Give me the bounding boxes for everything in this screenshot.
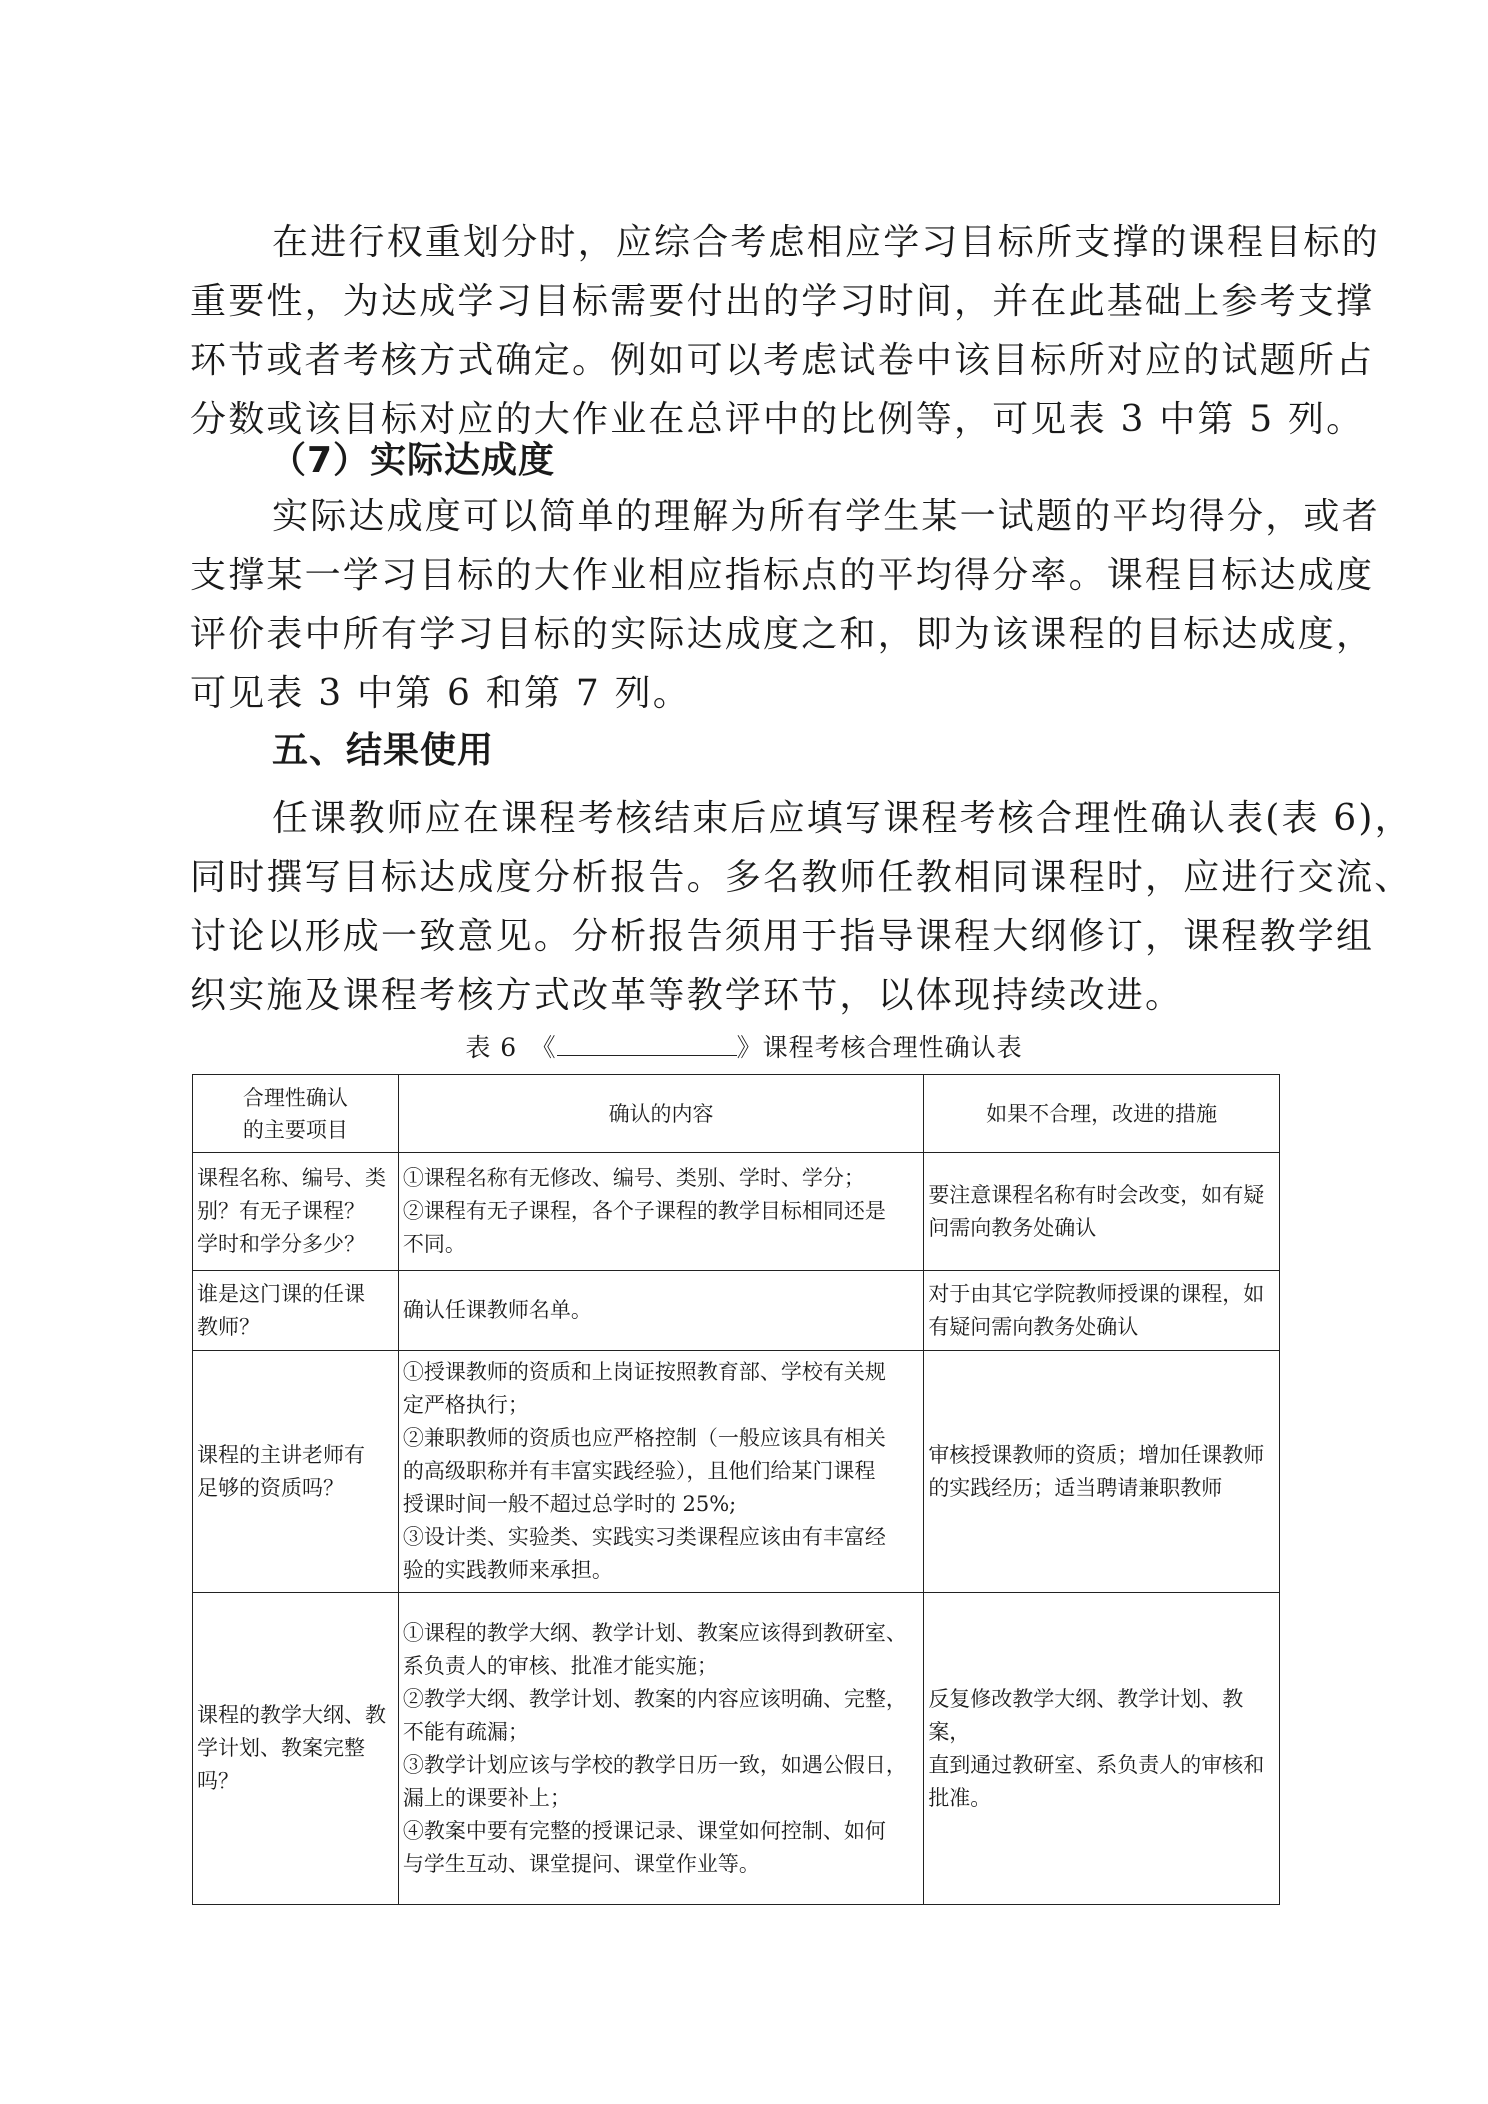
cell-line: 别？有无子课程？ — [197, 1199, 365, 1223]
table-row — [193, 1351, 1280, 1593]
cell-line: 吗？ — [197, 1769, 239, 1793]
header-line: 合理性确认 — [242, 1085, 348, 1110]
cell-line: 学时和学分多少？ — [197, 1232, 365, 1256]
cell-line: ④教案中要有完整的授课记录、课堂如何控制、如何 — [402, 1818, 886, 1843]
cell-line: ①课程名称有无修改、编号、类别、学时、学分； — [402, 1166, 865, 1190]
cell-line: 不能有疏漏； — [402, 1719, 529, 1744]
rationality-confirmation-table — [192, 1074, 1280, 1905]
cell-line: 课程的教学大纲、教 — [197, 1703, 386, 1727]
cell-line: 学计划、教案完整 — [197, 1736, 365, 1760]
text-line: 讨论以形成一致意见。分析报告须用于指导课程大纲修订，课程教学组 — [190, 916, 1375, 957]
text-line: 环节或者考核方式确定。例如可以考虑试卷中该目标所对应的试题所占 — [190, 340, 1375, 381]
text-line: 支撑某一学习目标的大作业相应指标点的平均得分率。课程目标达成度 — [190, 555, 1375, 596]
cell-line: 定严格执行； — [402, 1393, 529, 1417]
cell-line: 课程名称、编号、类 — [197, 1166, 386, 1190]
section-heading-actual-achievement: （7）实际达成度 — [270, 440, 556, 481]
table-row — [193, 1593, 1280, 1905]
cell-item — [193, 1593, 399, 1905]
cell-content — [398, 1593, 923, 1905]
cell-measure — [924, 1271, 1280, 1351]
header-line: 的主要项目 — [242, 1117, 348, 1142]
text-line: 同时撰写目标达成度分析报告。多名教师任教相同课程时，应进行交流、 — [190, 857, 1413, 898]
cell-line: ③设计类、实验类、实践实习类课程应该由有丰富经 — [402, 1525, 886, 1549]
text-line: 实际达成度可以简单的理解为所有学生某一试题的平均得分，或者 — [272, 496, 1380, 537]
cell-line: ②教学大纲、教学计划、教案的内容应该明确、完整， — [402, 1686, 907, 1711]
cell-measure — [924, 1593, 1280, 1905]
cell-measure — [924, 1153, 1280, 1271]
cell-line: ②课程有无子课程，各个子课程的教学目标相同还是 — [402, 1199, 886, 1223]
caption-prefix: 表 6 《 — [465, 1033, 557, 1062]
cell-line: 反复修改教学大纲、教学计划、教案， — [928, 1686, 1244, 1744]
paragraph-weighting — [190, 213, 1380, 449]
cell-line: 验的实践教师来承担。 — [402, 1558, 613, 1582]
text-line: 评价表中所有学习目标的实际达成度之和，即为该课程的目标达成度， — [190, 614, 1375, 655]
cell-line: ①授课教师的资质和上岗证按照教育部、学校有关规 — [402, 1360, 886, 1384]
cell-item — [193, 1271, 399, 1351]
header-main-items — [193, 1075, 399, 1153]
text-line: 重要性，为达成学习目标需要付出的学习时间，并在此基础上参考支撑 — [190, 281, 1375, 322]
table-caption — [0, 1028, 1488, 1064]
cell-line: 谁是这门课的任课 — [197, 1281, 365, 1306]
cell-measure — [924, 1351, 1280, 1593]
cell-line: ③教学计划应该与学校的教学日历一致，如遇公假日， — [402, 1752, 907, 1777]
cell-line: 与学生互动、课堂提问、课堂作业等。 — [402, 1851, 760, 1876]
cell-line: 漏上的课要补上； — [402, 1785, 571, 1810]
cell-content — [398, 1351, 923, 1593]
cell-item — [193, 1153, 399, 1271]
caption-suffix: 》课程考核合理性确认表 — [736, 1033, 1023, 1062]
paragraph-result-usage — [190, 789, 1413, 1025]
text-line: 在进行权重划分时，应综合考虑相应学习目标所支撑的课程目标的 — [272, 222, 1380, 263]
cell-line: 授课时间一般不超过总学时的 25%; — [402, 1492, 737, 1516]
table-header-row — [193, 1075, 1280, 1153]
cell-line: 问需向教务处确认 — [928, 1215, 1097, 1240]
cell-content — [398, 1153, 923, 1271]
cell-line: 足够的资质吗？ — [197, 1475, 344, 1500]
cell-line: 批准。 — [928, 1785, 992, 1810]
cell-line: 确认任课教师名单。 — [402, 1298, 592, 1322]
caption-blank — [557, 1033, 737, 1056]
cell-line: 教师？ — [197, 1314, 260, 1339]
section-heading-result-usage: 五、结果使用 — [272, 730, 495, 771]
cell-line: 系负责人的审核、批准才能实施； — [402, 1653, 718, 1678]
cell-content — [398, 1271, 923, 1351]
text-line: 分数或该目标对应的大作业在总评中的比例等，可见表 3 中第 5 列。 — [190, 399, 1365, 440]
cell-line: 的高级职称并有丰富实践经验），且他们给某门课程 — [402, 1459, 876, 1483]
text-line: 任课教师应在课程考核结束后应填写课程考核合理性确认表(表 6)， — [272, 798, 1413, 839]
cell-item — [193, 1351, 399, 1593]
cell-line: 对于由其它学院教师授课的课程，如 — [928, 1281, 1265, 1306]
text-line: 织实施及课程考核方式改革等教学环节，以体现持续改进。 — [190, 975, 1184, 1016]
table-row — [193, 1271, 1280, 1351]
text-line: 可见表 3 中第 6 和第 7 列。 — [190, 673, 691, 714]
cell-line: 不同。 — [402, 1232, 466, 1256]
cell-line: 要注意课程名称有时会改变，如有疑 — [928, 1182, 1265, 1207]
cell-line: ①课程的教学大纲、教学计划、教案应该得到教研室、 — [402, 1620, 907, 1645]
header-content: 确认的内容 — [398, 1075, 923, 1153]
cell-line: 审核授课教师的资质；增加任课教师 — [928, 1442, 1265, 1467]
cell-line: 直到通过教研室、系负责人的审核和 — [928, 1752, 1265, 1777]
cell-line: ②兼职教师的资质也应严格控制（一般应该具有相关 — [402, 1426, 886, 1450]
cell-line: 课程的主讲老师有 — [197, 1442, 365, 1467]
cell-line: 有疑问需向教务处确认 — [928, 1314, 1139, 1339]
header-measures: 如果不合理，改进的措施 — [924, 1075, 1280, 1153]
cell-line: 的实践经历；适当聘请兼职教师 — [928, 1475, 1223, 1500]
paragraph-actual-achievement — [190, 487, 1380, 723]
table-row — [193, 1153, 1280, 1271]
